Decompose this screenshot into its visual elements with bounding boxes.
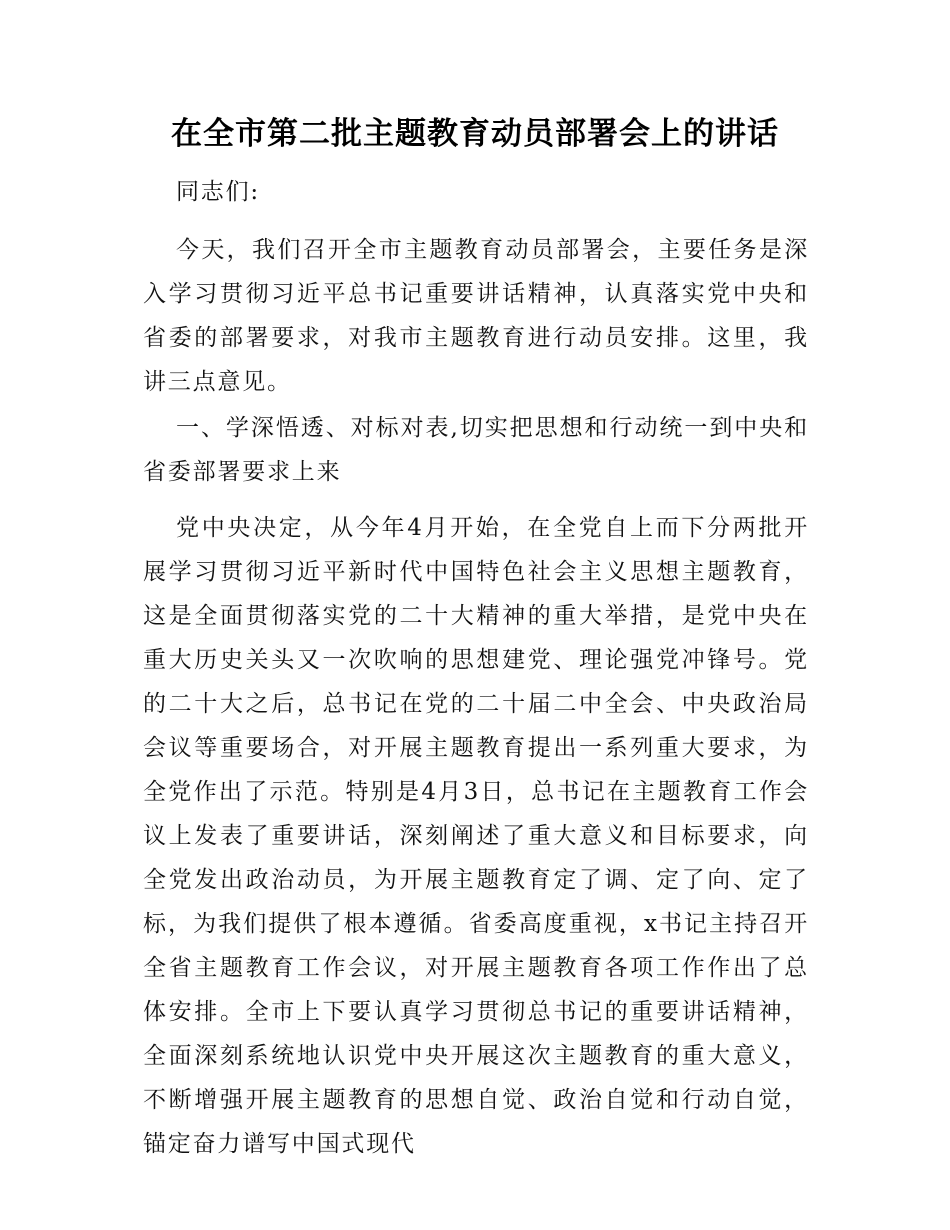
body-paragraph-1: 党中央决定，从今年4月开始，在全党自上而下分两批开展学习贯彻习近平新时代中国特色社会主义思想主题教育，这是全面贯彻落实党的二十大精神的重大举措，是党中央在重大历史关头又一次吹响的思想建党、理论强党冲锋号。党的二十大之后，总书记在党的二十届二中全会、中央政治局会议等重要场合，对开展主题教育提出一系列重大要求，为全党作出了示范。特别是4月3日，总书记在主题教育工作会议上发表了重要讲话，深刻阐述了重大意义和目标要求，向全党发出政治动员，为开展主题教育定了调、定了向、定了标，为我们提供了根本遵循。省委高度重视，x书记主持召开全省主题教育工作会议，对开展主题教育各项工作作出了总体安排。全市上下要认真学习贯彻总书记的重要讲话精神，全面深刻系统地认识党中央开展这次主题教育的重大意义，不断增强开展主题教育的思想自觉、政治自觉和行动自觉，锚定奋力谱写中国式现代 <box>143 515 809 1157</box>
section-heading-1: 一、学深悟透、对标对表,切实把思想和行动统一到中央和省委部署要求上来 <box>143 415 809 485</box>
opening-paragraph: 今天，我们召开全市主题教育动员部署会，主要任务是深入学习贯彻习近平总书记重要讲话精神，认真落实党中央和省委的部署要求，对我市主题教育进行动员安排。这里，我讲三点意见。 <box>143 237 809 395</box>
document-title: 在全市第二批主题教育动员部署会上的讲话 <box>171 116 779 152</box>
salutation: 同志们: <box>176 179 260 205</box>
